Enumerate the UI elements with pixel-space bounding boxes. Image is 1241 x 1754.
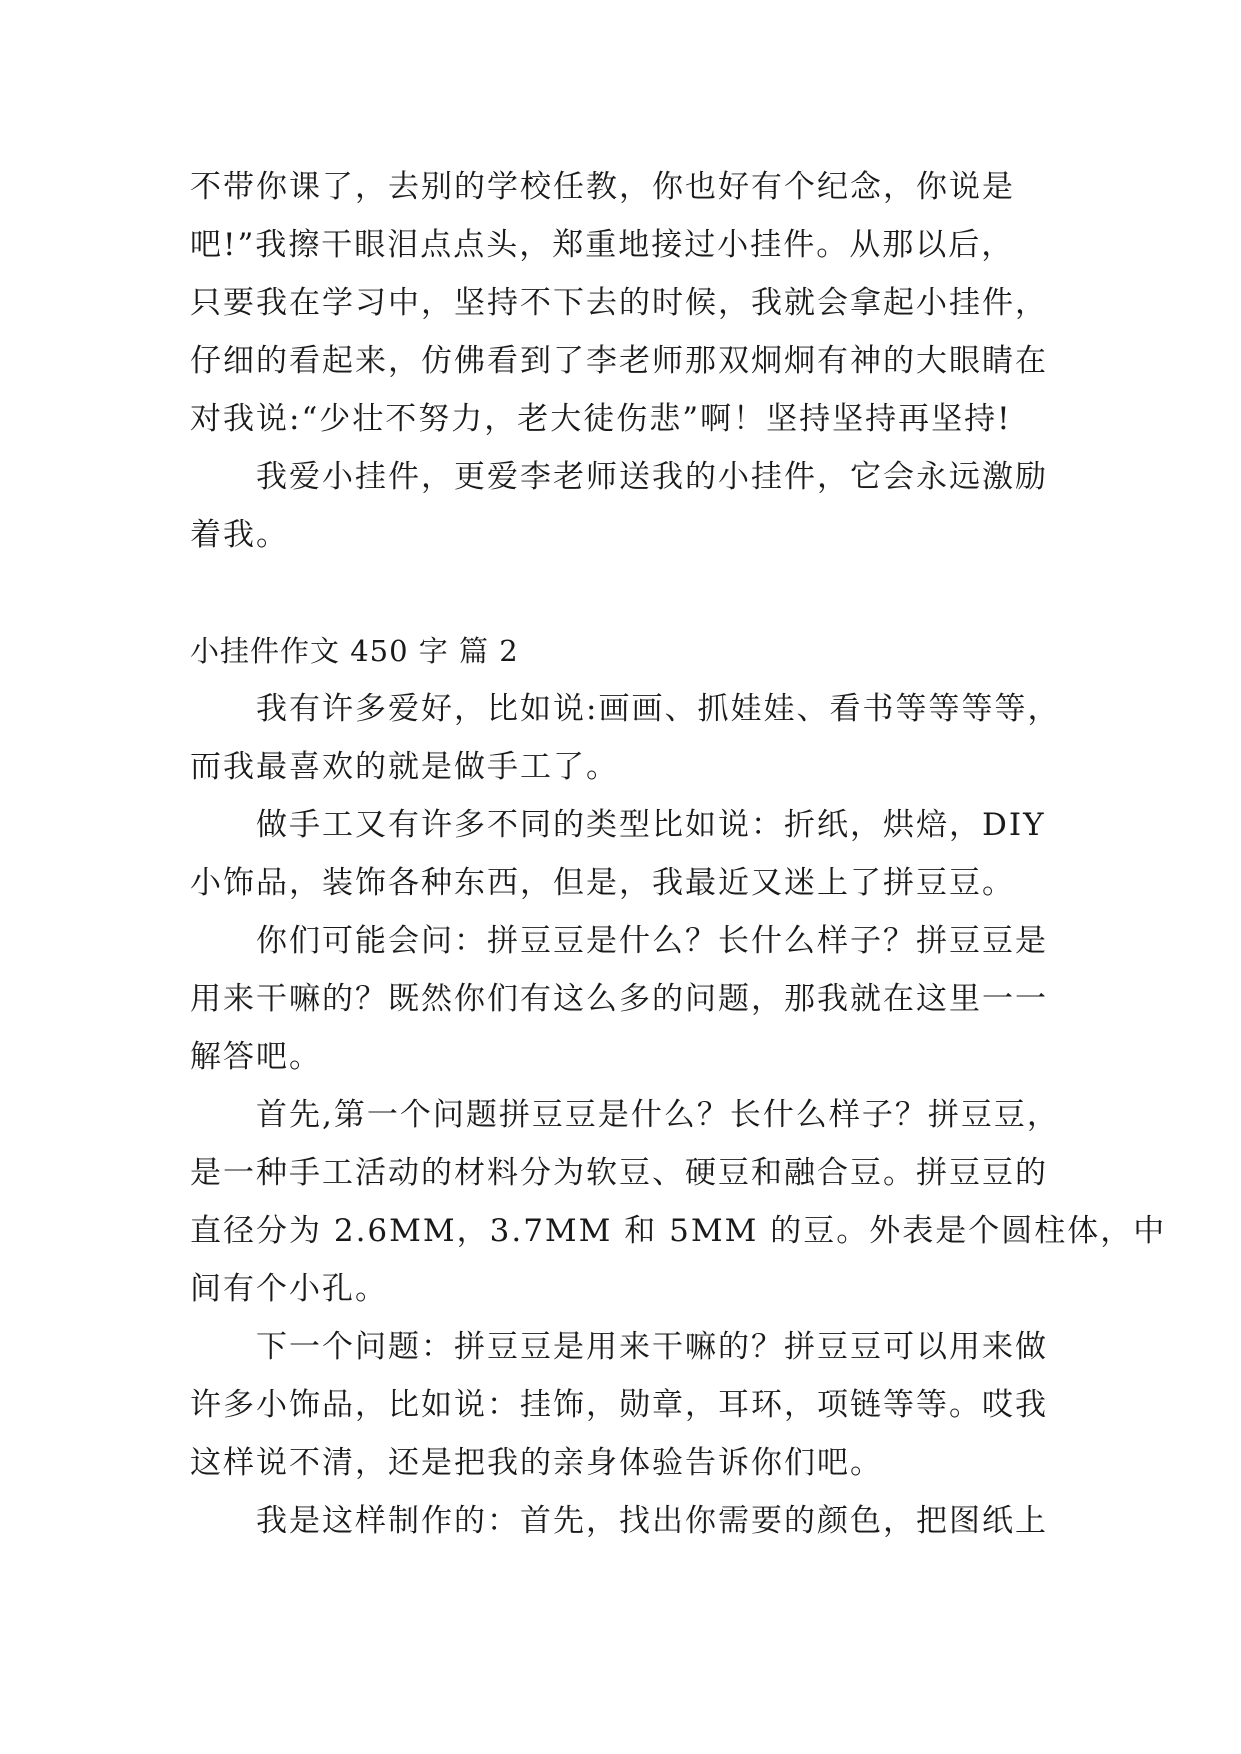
text-line: 首先,第一个问题拼豆豆是什么？长什么样子？拼豆豆， — [256, 1097, 1060, 1133]
text-line: 不带你课了，去别的学校任教，你也好有个纪念，你说是 — [190, 169, 1015, 205]
text-line: 只要我在学习中，坚持不下去的时候，我就会拿起小挂件， — [190, 285, 1048, 321]
document-body — [190, 158, 1167, 1550]
text-line: 对我说:“少壮不努力，老大徒伤悲”啊！坚持坚持再坚持! — [190, 401, 1012, 437]
text-line: 仔细的看起来，仿佛看到了李老师那双炯炯有神的大眼睛在 — [190, 343, 1048, 379]
text-line: 做手工又有许多不同的类型比如说：折纸，烘焙，DIY — [256, 807, 1046, 843]
text-line: 着我。 — [190, 517, 289, 553]
section-heading: 小挂件作文 450 字 篇 2 — [190, 634, 519, 668]
text-line: 许多小饰品，比如说：挂饰，勋章，耳环，项链等等。哎我 — [190, 1387, 1048, 1423]
section-gap — [190, 564, 1060, 622]
text-line: 解答吧。 — [190, 1039, 322, 1075]
text-line: 我有许多爱好，比如说:画画、抓娃娃、看书等等等等， — [256, 691, 1061, 727]
text-line: 是一种手工活动的材料分为软豆、硬豆和融合豆。拼豆豆的 — [190, 1155, 1048, 1191]
text-line: 直径分为 2.6MM，3.7MM 和 5MM 的豆。外表是个圆柱体，中 — [190, 1213, 1167, 1249]
text-line: 我爱小挂件，更爱李老师送我的小挂件，它会永远激励 — [256, 459, 1048, 495]
text-line: 下一个问题：拼豆豆是用来干嘛的？拼豆豆可以用来做 — [256, 1329, 1048, 1365]
text-line: 你们可能会问：拼豆豆是什么？长什么样子？拼豆豆是 — [256, 923, 1048, 959]
text-line: 而我最喜欢的就是做手工了。 — [190, 749, 619, 785]
text-line: 吧!”我擦干眼泪点点头，郑重地接过小挂件。从那以后， — [190, 227, 1015, 263]
text-line: 用来干嘛的？既然你们有这么多的问题，那我就在这里一一 — [190, 981, 1048, 1017]
text-line: 间有个小孔。 — [190, 1271, 388, 1307]
text-line: 这样说不清，还是把我的亲身体验告诉你们吧。 — [190, 1445, 883, 1481]
text-line: 小饰品，装饰各种东西，但是，我最近又迷上了拼豆豆。 — [190, 865, 1015, 901]
text-line: 我是这样制作的：首先，找出你需要的颜色，把图纸上 — [256, 1503, 1048, 1539]
